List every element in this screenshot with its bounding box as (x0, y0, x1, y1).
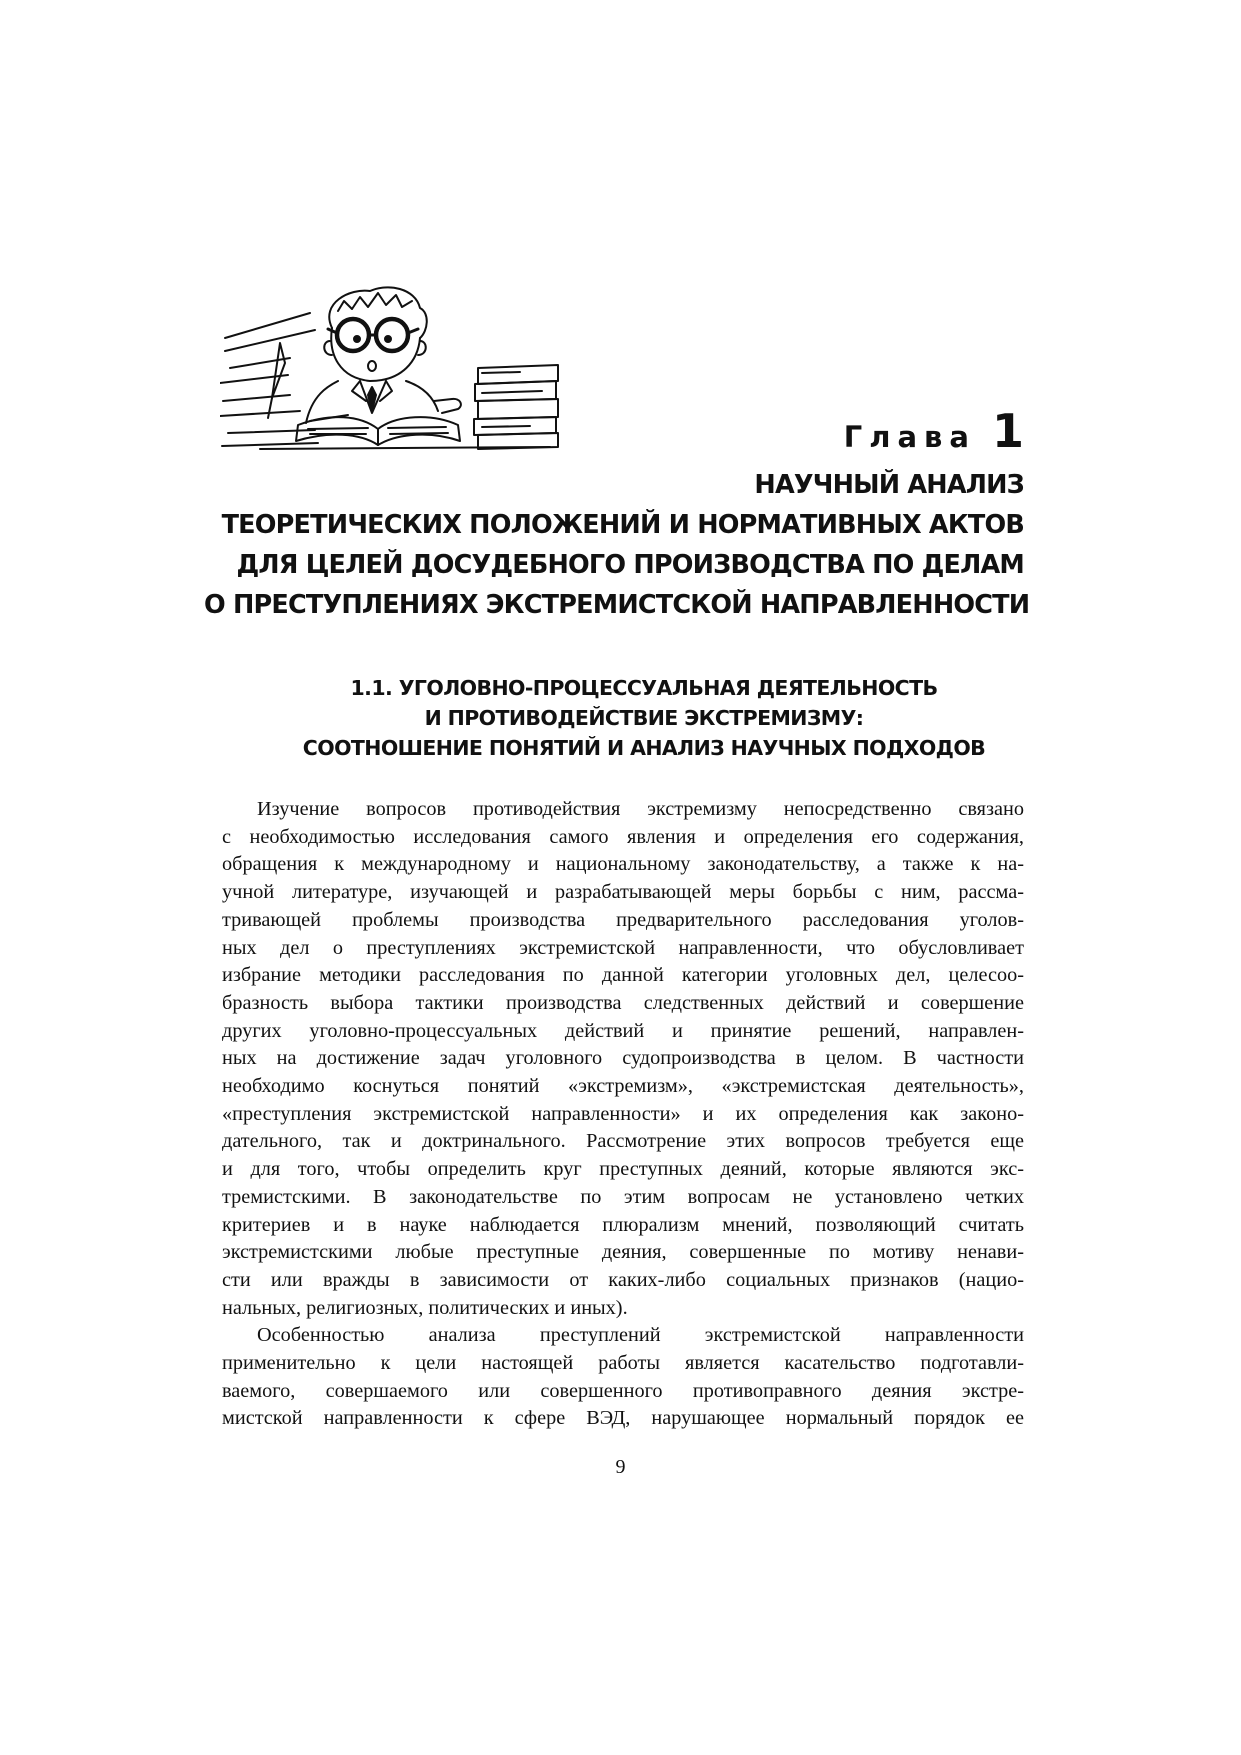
text-line: ваемого, совершаемого или совершенного противоправного деяния экстре- (222, 1379, 1024, 1402)
text-line: тривающей проблемы производства предварительного расследования уголов- (222, 908, 1024, 931)
text-line: учной литературе, изучающей и разрабатывающей меры борьбы с ним, рассма- (222, 881, 1024, 904)
body-text (222, 796, 1024, 1433)
chapter-number: 1 (991, 404, 1024, 458)
text-line: Особенностью анализа преступлений экстремистской направленности (257, 1324, 1024, 1347)
text-line: необходимо коснуться понятий «экстремизм», «экстремистская деятельность», (222, 1075, 1024, 1098)
text-line: с необходимостью исследования самого явления и определения его содержания, (222, 825, 1024, 848)
text-line: мистской направленности к сфере ВЭД, нарушающее нормальный порядок ее (222, 1407, 1024, 1430)
section-title (263, 673, 1025, 763)
text-line: экстремистскими любые преступные деяния, совершенные по мотиву ненави- (222, 1241, 1024, 1264)
chapter-title (204, 465, 1030, 625)
text-line: и для того, чтобы определить круг преступных деяний, которые являются экс- (222, 1158, 1024, 1181)
chapter-title-line: ДЛЯ ЦЕЛЕЙ ДОСУДЕБНОГО ПРОИЗВОДСТВА ПО ДЕЛАМ (236, 550, 1024, 580)
chapter-title-line: НАУЧНЫЙ АНАЛИЗ (754, 470, 1024, 500)
chapter-title-line: О ПРЕСТУПЛЕНИЯХ ЭКСТРЕМИСТСКОЙ НАПРАВЛЕННОСТИ (204, 590, 1030, 620)
text-line: других уголовно-процессуальных действий и принятие решений, направлен- (222, 1019, 1024, 1042)
chapter-heading (844, 404, 1024, 458)
text-line: сти или вражды в зависимости от каких-либо социальных признаков (нацио- (222, 1268, 1024, 1291)
chapter-title-line: ТЕОРЕТИЧЕСКИХ ПОЛОЖЕНИЙ И НОРМАТИВНЫХ АКТОВ (221, 510, 1024, 540)
page-number: 9 (615, 1456, 626, 1478)
text-line: бразность выбора тактики производства следственных действий и совершение (222, 991, 1024, 1014)
text-line: применительно к цели настоящей работы является касательство подготавли- (222, 1352, 1024, 1375)
boy-reading-illustration (220, 283, 560, 458)
text-line: дательного, так и доктринального. Рассмотрение этих вопросов требуется еще (222, 1130, 1024, 1153)
text-line: избрание методики расследования по данной категории уголовных дел, целесоо- (222, 964, 1024, 987)
text-line: ных дел о преступлениях экстремистской направленности, что обусловливает (222, 936, 1024, 959)
text-line: «преступления экстремистской направленности» и их определения как законо- (222, 1102, 1024, 1125)
section-title-line: И ПРОТИВОДЕЙСТВИЕ ЭКСТРЕМИЗМУ: (424, 706, 864, 730)
paragraph-2 (222, 1322, 1024, 1433)
text-line: Изучение вопросов противодействия экстремизму непосредственно связано (257, 798, 1024, 820)
text-line: обращения к международному и национальному законодательству, а также к на- (222, 853, 1024, 876)
section-title-line: 1.1. УГОЛОВНО-ПРОЦЕССУАЛЬНАЯ ДЕЯТЕЛЬНОСТЬ (350, 676, 938, 700)
chapter-word: Глава (843, 420, 976, 454)
text-line: тремистскими. В законодательстве по этим вопросам не установлено четких (222, 1185, 1024, 1208)
paragraph-1 (222, 796, 1024, 1322)
text-line: нальных, религиозных, политических и иных). (222, 1296, 628, 1319)
text-line: ных на достижение задач уголовного судопроизводства в целом. В частности (222, 1047, 1024, 1070)
text-line: критериев и в науке наблюдается плюрализм мнений, позволяющий считать (222, 1213, 1024, 1236)
section-title-line: СООТНОШЕНИЕ ПОНЯТИЙ И АНАЛИЗ НАУЧНЫХ ПОДХОДОВ (302, 736, 986, 760)
